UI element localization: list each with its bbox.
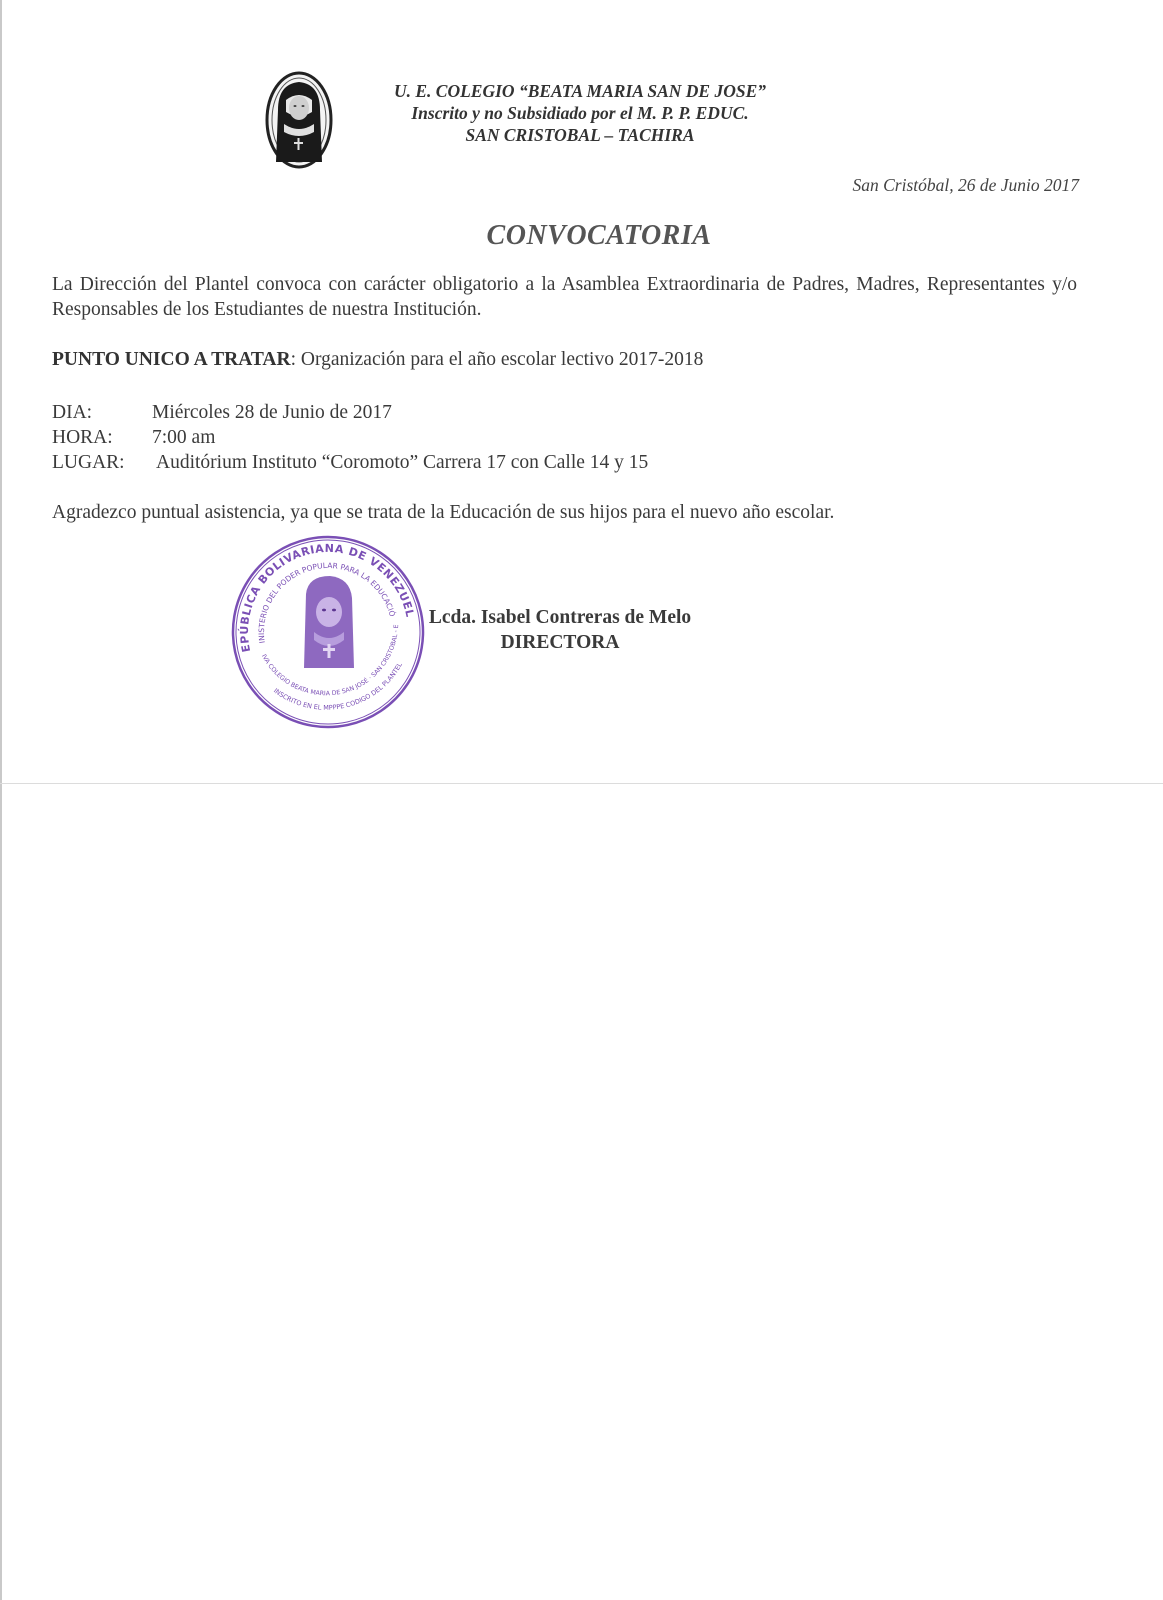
agenda-item [52,349,703,371]
letter-date: San Cristóbal, 26 de Junio 2017 [852,175,1079,195]
school-header [340,80,820,146]
document-title-text: CONVOCATORIA [486,220,712,251]
time-label: HORA: [52,427,113,448]
time-value: 7:00 am [152,427,216,448]
page-fold-line [0,783,1163,784]
stamp-bottom-text: EDUCATIVA COLEGIO BEATA MARIA DE SAN JOSÉ · SAN CRISTOBAL - ESTADO [259,624,401,698]
body-paragraph: La Dirección del Plantel convoca con carácter obligatorio a la Asamblea Extraordinaria de Padres, Madres, Representantes y/o Responsables de los Estudiantes de nuestra Institución. [52,274,1077,320]
school-location: SAN CRISTOBAL – TACHIRA [465,125,695,145]
signatory-role: DIRECTORA [500,632,620,653]
school-logo-portrait [264,70,334,170]
stamp-inner-text: MINISTERIO DEL PODER POPULAR PARA LA EDUCACIÓN [256,560,398,644]
document-title [0,220,1163,252]
official-stamp [228,532,428,732]
signatory-name: Lcda. Isabel Contreras de Melo [428,607,692,628]
agenda-label: PUNTO UNICO A TRATAR [52,349,291,370]
detail-row-day [52,400,648,425]
place-label: LUGAR: [52,452,125,473]
agenda-text: : Organización para el año escolar lectivo 2017-2018 [290,349,704,370]
school-registration: Inscrito y no Subsidiado por el M. P. P. EDUC. [411,103,749,123]
day-label: DIA: [52,402,93,423]
place-value: Auditórium Instituto “Coromoto” Carrera 17 con Calle 14 y 15 [156,452,649,473]
meeting-details [52,400,648,475]
day-value: Miércoles 28 de Junio de 2017 [152,402,392,423]
detail-row-place [52,450,648,475]
stamp-emblem [304,576,354,668]
signature-block [400,605,720,655]
stamp-outer-text: REPÚBLICA BOLIVARIANA DE VENEZUELA [237,541,417,654]
closing-paragraph: Agradezco puntual asistencia, ya que se trata de la Educación de sus hijos para el nuevo año escolar. [52,502,835,523]
detail-row-time [52,425,648,450]
school-name: U. E. COLEGIO “BEATA MARIA SAN DE JOSE” [394,81,766,101]
stamp-bottom-text-2: INSCRITO EN EL MPPPE CODIGO DEL PLANTEL [272,661,404,712]
